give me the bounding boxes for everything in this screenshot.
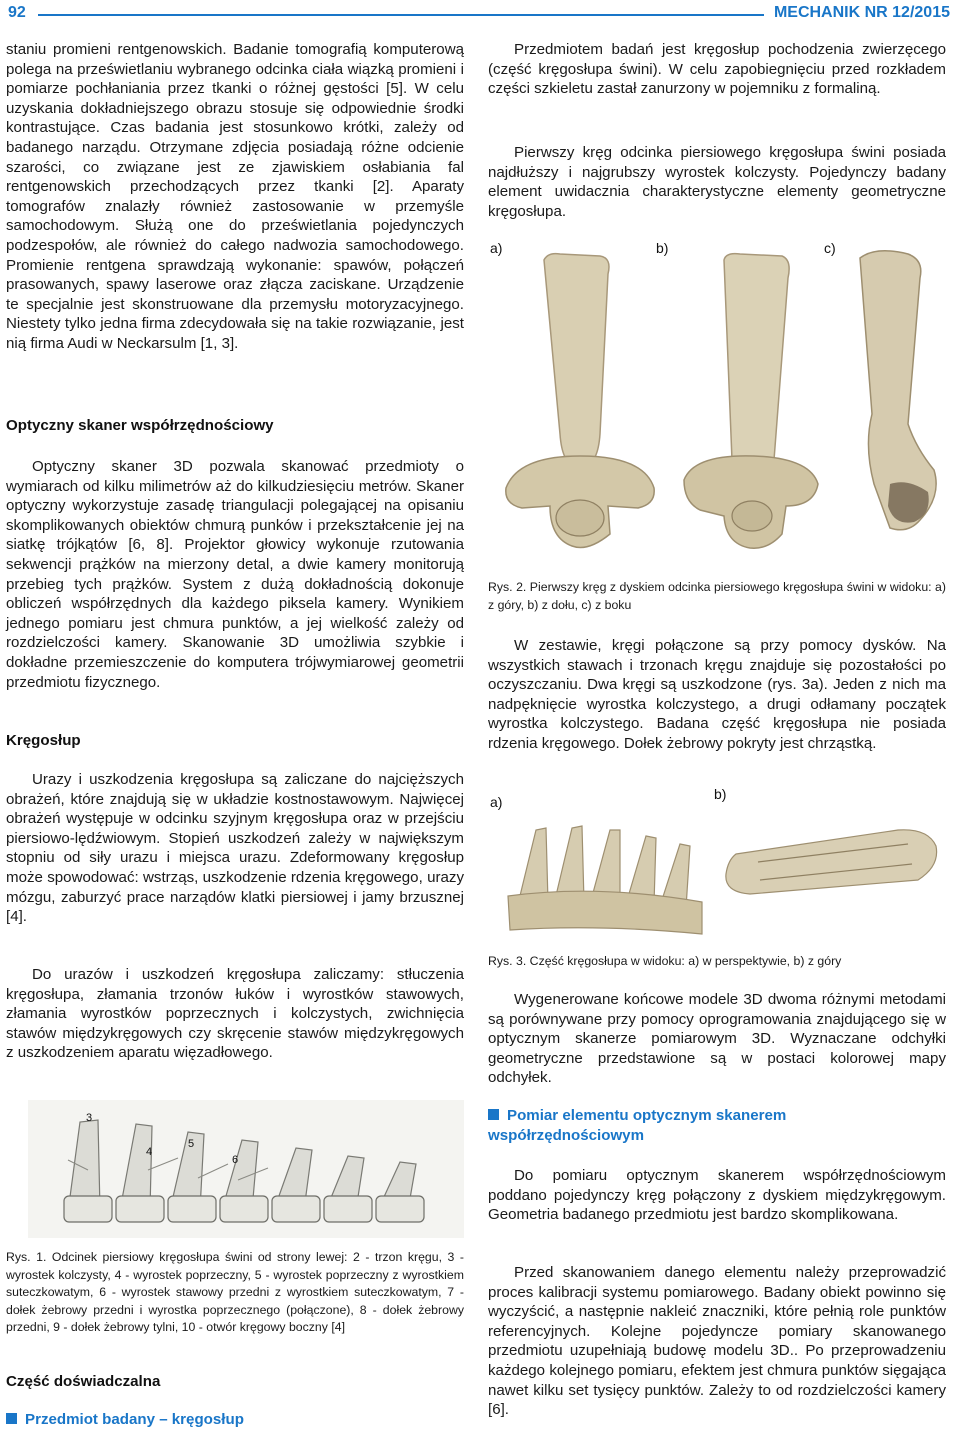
figure-1-image	[28, 1100, 464, 1238]
right-paragraph-5: Do pomiaru optycznym skanerem współrzędnościowym poddano pojedynczy kręg połączony z dyskiem międzykręgowym. Geometria badanego przedmiotu jest bardzo skomplikowana.	[488, 1167, 946, 1224]
right-p1-wrap	[488, 40, 946, 99]
fig2-label-b: b)	[656, 240, 669, 256]
right-heading-wrap	[488, 1106, 946, 1146]
left-heading3-wrap	[6, 1372, 464, 1392]
fig2-caption-wrap	[488, 579, 946, 614]
figure-2-caption: Rys. 2. Pierwszy kręg z dyskiem odcinka piersiowego kręgosłupa świni w widoku: a) z góry, b) z dołu, c) z boku	[488, 580, 946, 612]
right-p3-wrap	[488, 636, 946, 754]
right-paragraph-4: Wygenerowane końcowe modele 3D dwoma różnymi metodami są porównywane przy pomocy oprogramowania znajdującego się w optycznym skanerze pomiarowym 3D. Wyznaczane odchyłki geometryczne przedstawione są w postaci kolorowej mapy odchyłek.	[488, 991, 946, 1087]
fig1-number-label: 3	[86, 1112, 93, 1124]
fig3-caption-wrap	[488, 953, 946, 971]
fig3-label-a: a)	[490, 794, 503, 810]
left-heading4-wrap	[6, 1410, 464, 1430]
right-p2-wrap	[488, 143, 946, 221]
left-p4-wrap	[6, 965, 464, 1063]
header-rule	[38, 14, 764, 16]
heading-experimental: Część doświadczalna	[6, 1373, 161, 1390]
page-number: 92	[8, 4, 26, 21]
fig3-label-b: b)	[714, 786, 727, 802]
figure-1-caption: Rys. 1. Odcinek piersiowy kręgosłupa świni od strony lewej: 2 - trzon kręgu, 3 - wyrostek kolczysty, 4 - wyrostek poprzeczny, 5 - wyrostek poprzeczny z wyrostkiem suteczkowatym, 6 - wyrostek stawowy przedni z wyrostkiem suteczkowatym, 7 - dołek żebrowy przedni i wyrostka poprzecznego (połączone), 8 - dołek żebrowy przedni, 9 - dołek żebrowy tylni, 10 - otwór kręgowy boczny [4]	[6, 1250, 464, 1334]
left-heading2-wrap	[6, 731, 464, 751]
heading-optical-scanner: Optyczny skaner współrzędnościowy	[6, 417, 274, 434]
left-p2-wrap	[6, 457, 464, 692]
journal-title: MECHANIK NR 12/2015	[773, 4, 950, 21]
fig1-number-label: 4	[146, 1146, 153, 1158]
heading-measurement: Pomiar elementu optycznym skanerem współrzędnościowym	[488, 1107, 787, 1144]
right-paragraph-2: Pierwszy kręg odcinka piersiowego kręgosłupa świni posiada najdłuższy i najgrubszy wyrostek kolczysty. Pojedynczy badany element uwidacznia charakterystyczne elementy geometryczne kręgosłupa.	[488, 144, 946, 220]
heading-subject: Przedmiot badany – kręgosłup	[6, 1410, 464, 1430]
heading-spine: Kręgosłup	[6, 732, 81, 749]
left-paragraph-4: Do urazów i uszkodzeń kręgosłupa zaliczamy: stłuczenia kręgosłupa, złamania trzonów łuków i wyrostków stawowych, złamania wyrostków poprzecznych i kolczystych, zwichnięcia stawów międzykręgowych czy skręcenie stawów międzykręgowych z uszkodzeniem aparatu więzadłowego.	[6, 966, 464, 1062]
page-header	[0, 0, 960, 28]
left-paragraph-3: Urazy i uszkodzenia kręgosłupa są zaliczane do najcięższych obrażeń, które znajdują się w układzie kostnostawowym. Najwięcej obrażeń występuje w odcinku szyjnym kręgosłupa oraz w przejściu piersiowo-lędźwiowym. Stopień uszkodzeń zależy w największym stopniu od siły urazu i miejsca urazu. Zdeformowany kręgosłup może spowodować: wstrząs, uszkodzenie rdzenia kręgowego, urazy mózgu, zaburzyć prace narządów klatki piersiowej i jamy brzusznej [4].	[6, 771, 464, 926]
fig1-number-label: 5	[188, 1138, 195, 1150]
right-paragraph-6: Przed skanowaniem danego elementu należy przeprowadzić proces kalibracji systemu pomiarowego. Badany obiekt powinno się wyczyścić, a następnie nakleić znaczniki, które pełnią role punktów referencyjnych. Kolejne pojedyncze pomiary skanowanego przedmiotu uzupełniają budowę modelu 3D.. Po przeprowadzeniu każdego kolejnego pomiaru, efektem jest chmura punktów sięgająca nawet kilku set tysięcy punktów. Zależy to od rozdzielczości kamery [6].	[488, 1264, 946, 1419]
figure-2-image	[488, 234, 946, 574]
fig1-caption-wrap	[6, 1249, 464, 1337]
fig1-number-label: 6	[232, 1154, 239, 1166]
figure-3-caption: Rys. 3. Część kręgosłupa w widoku: a) w perspektywie, b) z góry	[488, 954, 842, 968]
figure-3-image	[488, 784, 946, 942]
left-paragraph-2: Optyczny skaner 3D pozwala skanować przedmioty o wymiarach od kilku milimetrów aż do kilkudziesięciu metrów. Skaner optyczny wykorzystuje zasadę triangulacji polegającej na opisaniu skomplikowanych obiektów chmurą punków i przekształcenie jej na siatkę trójkątów [6, 8]. Projektor głowicy wykonuje rzutowania sekwencji prążków na mierzony detal, a dwie kamery monitorują przebieg tych prążków. System z dużą dokładnością dokonuje obliczeń współrzędnych dla każdego piksela kamery. Wynikiem jednego pomiaru jest chmura punktów, a jej wielkość zależy od rozdzielczości kamery. Skanowanie 3D umożliwia szybkie i dokładne przemieszczenie do komputera trójwymiarowej geometrii przedmiotu fizycznego.	[6, 458, 464, 691]
right-p4-wrap	[488, 990, 946, 1088]
bullet-square-icon	[488, 1109, 499, 1120]
left-p3-wrap	[6, 770, 464, 927]
right-paragraph-3: W zestawie, kręgi połączone są przy pomocy dysków. Na wszystkich stawach i trzonach kręgu znajduje się pozostałości po oczyszczaniu. Dwa kręgi są uszkodzone (rys. 3a). Jeden z nich ma nadpęknięcie wyrostka kolczystego, a drugi odłamany początek wyrostka kolczystego. Badana część kręgosłupa nie posiada rdzenia kręgowego. Dołek żebrowy pokryty jest chrząstką.	[488, 637, 946, 752]
left-column	[6, 40, 464, 354]
right-p6-wrap	[488, 1263, 946, 1420]
fig2-label-c: c)	[824, 240, 836, 256]
bullet-square-icon	[6, 1413, 17, 1424]
left-heading-wrap	[6, 416, 464, 436]
right-paragraph-1: Przedmiotem badań jest kręgosłup pochodzenia zwierzęcego (część kręgosłupa świni). W celu zapobiegnięciu przed rozkładem części szkieletu zastał zanurzony w pojemniku z formaliną.	[488, 41, 946, 98]
left-paragraph-1: staniu promieni rentgenowskich. Badanie tomografią komputerową polega na prześwietlaniu wybranego odcinka ciała wiązką promieni i pomiarze pochłaniania przez tkanki o różnej gęstości [5]. W celu uzyskania dokładniejszego obrazu stosuje się odpowiednie środki kontrastujące. Czas badania jest stosunkowo krótki, zależy od badanego narządu. Otrzymane zdjęcia posiadają różne odcienie szarości, co związane jest ze zjawiskiem osłabiania fal rentgenowskich przechodzących przez tkanki [2]. Aparaty tomografów znalazły również zastosowanie w przemyśle samochodowym. Służą one do prześwietlania pojedynczych podzespołów, ale również do całego nadwozia samochodowego. Promienie rentgena sprawdzają wykonanie: spawów, połączeń prasowanych, spawy laserowe oraz złącza zaciskane. Urządzenie te specjalnie jest skonstruowane dla przemysłu motoryzacyjnego. Niestety tylko jedna firma zdecydowała się na takie rozwiązanie, jest nią firma Audi w Neckarsulm [1, 3].	[6, 41, 464, 352]
right-p5-wrap	[488, 1166, 946, 1225]
fig2-label-a: a)	[490, 240, 503, 256]
